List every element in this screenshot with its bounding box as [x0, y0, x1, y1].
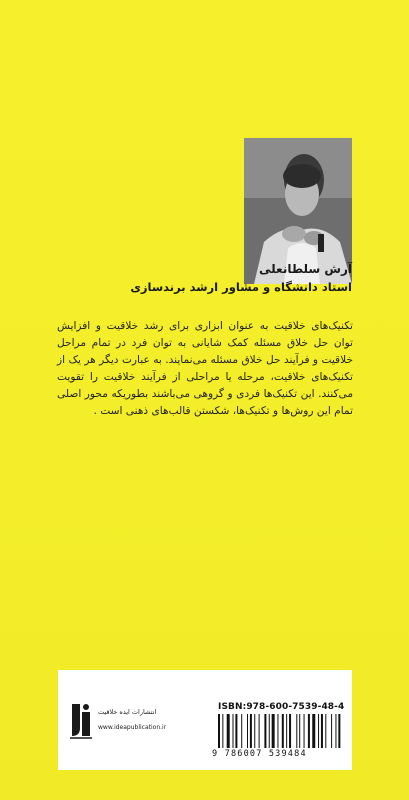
book-description: تکنیک‌های خلاقیت به عنوان ابزاری برای رشد خلاقیت و افزایش توان حل خلاق مسئله کمک شایانی به توان فرد در تمام مراحل خلاقیت و فرآیند حل خلاق مسئله می‌نمایند. به عبارت دیگر هر یک از تکنیک‌های خلاقیت، مرحله یا مراحلی از فرآیند خلاقیت را تقویت می‌کنند. این تکنیک‌ها فردی و گروهی می‌باشند بطوریکه محور اصلی تمام این روش‌ها و تکنیک‌ها، شکستن قالب‌های ذهنی است . — [57, 320, 353, 417]
barcode-digits: 9 786007 539484 — [212, 749, 307, 759]
barcode — [218, 714, 342, 748]
author-title: استاد دانشگاه و مشاور ارشد برندسازی — [130, 280, 352, 294]
publisher-name: انتشارات ایده خلاقیت — [98, 708, 157, 716]
author-name: آرش سلطانعلی — [259, 262, 352, 276]
publisher-panel — [58, 670, 352, 770]
isbn-label: ISBN:978-600-7539-48-4 — [218, 702, 345, 712]
publisher-logo-icon — [68, 698, 94, 742]
publisher-website: www.ideapublication.ir — [98, 724, 167, 731]
